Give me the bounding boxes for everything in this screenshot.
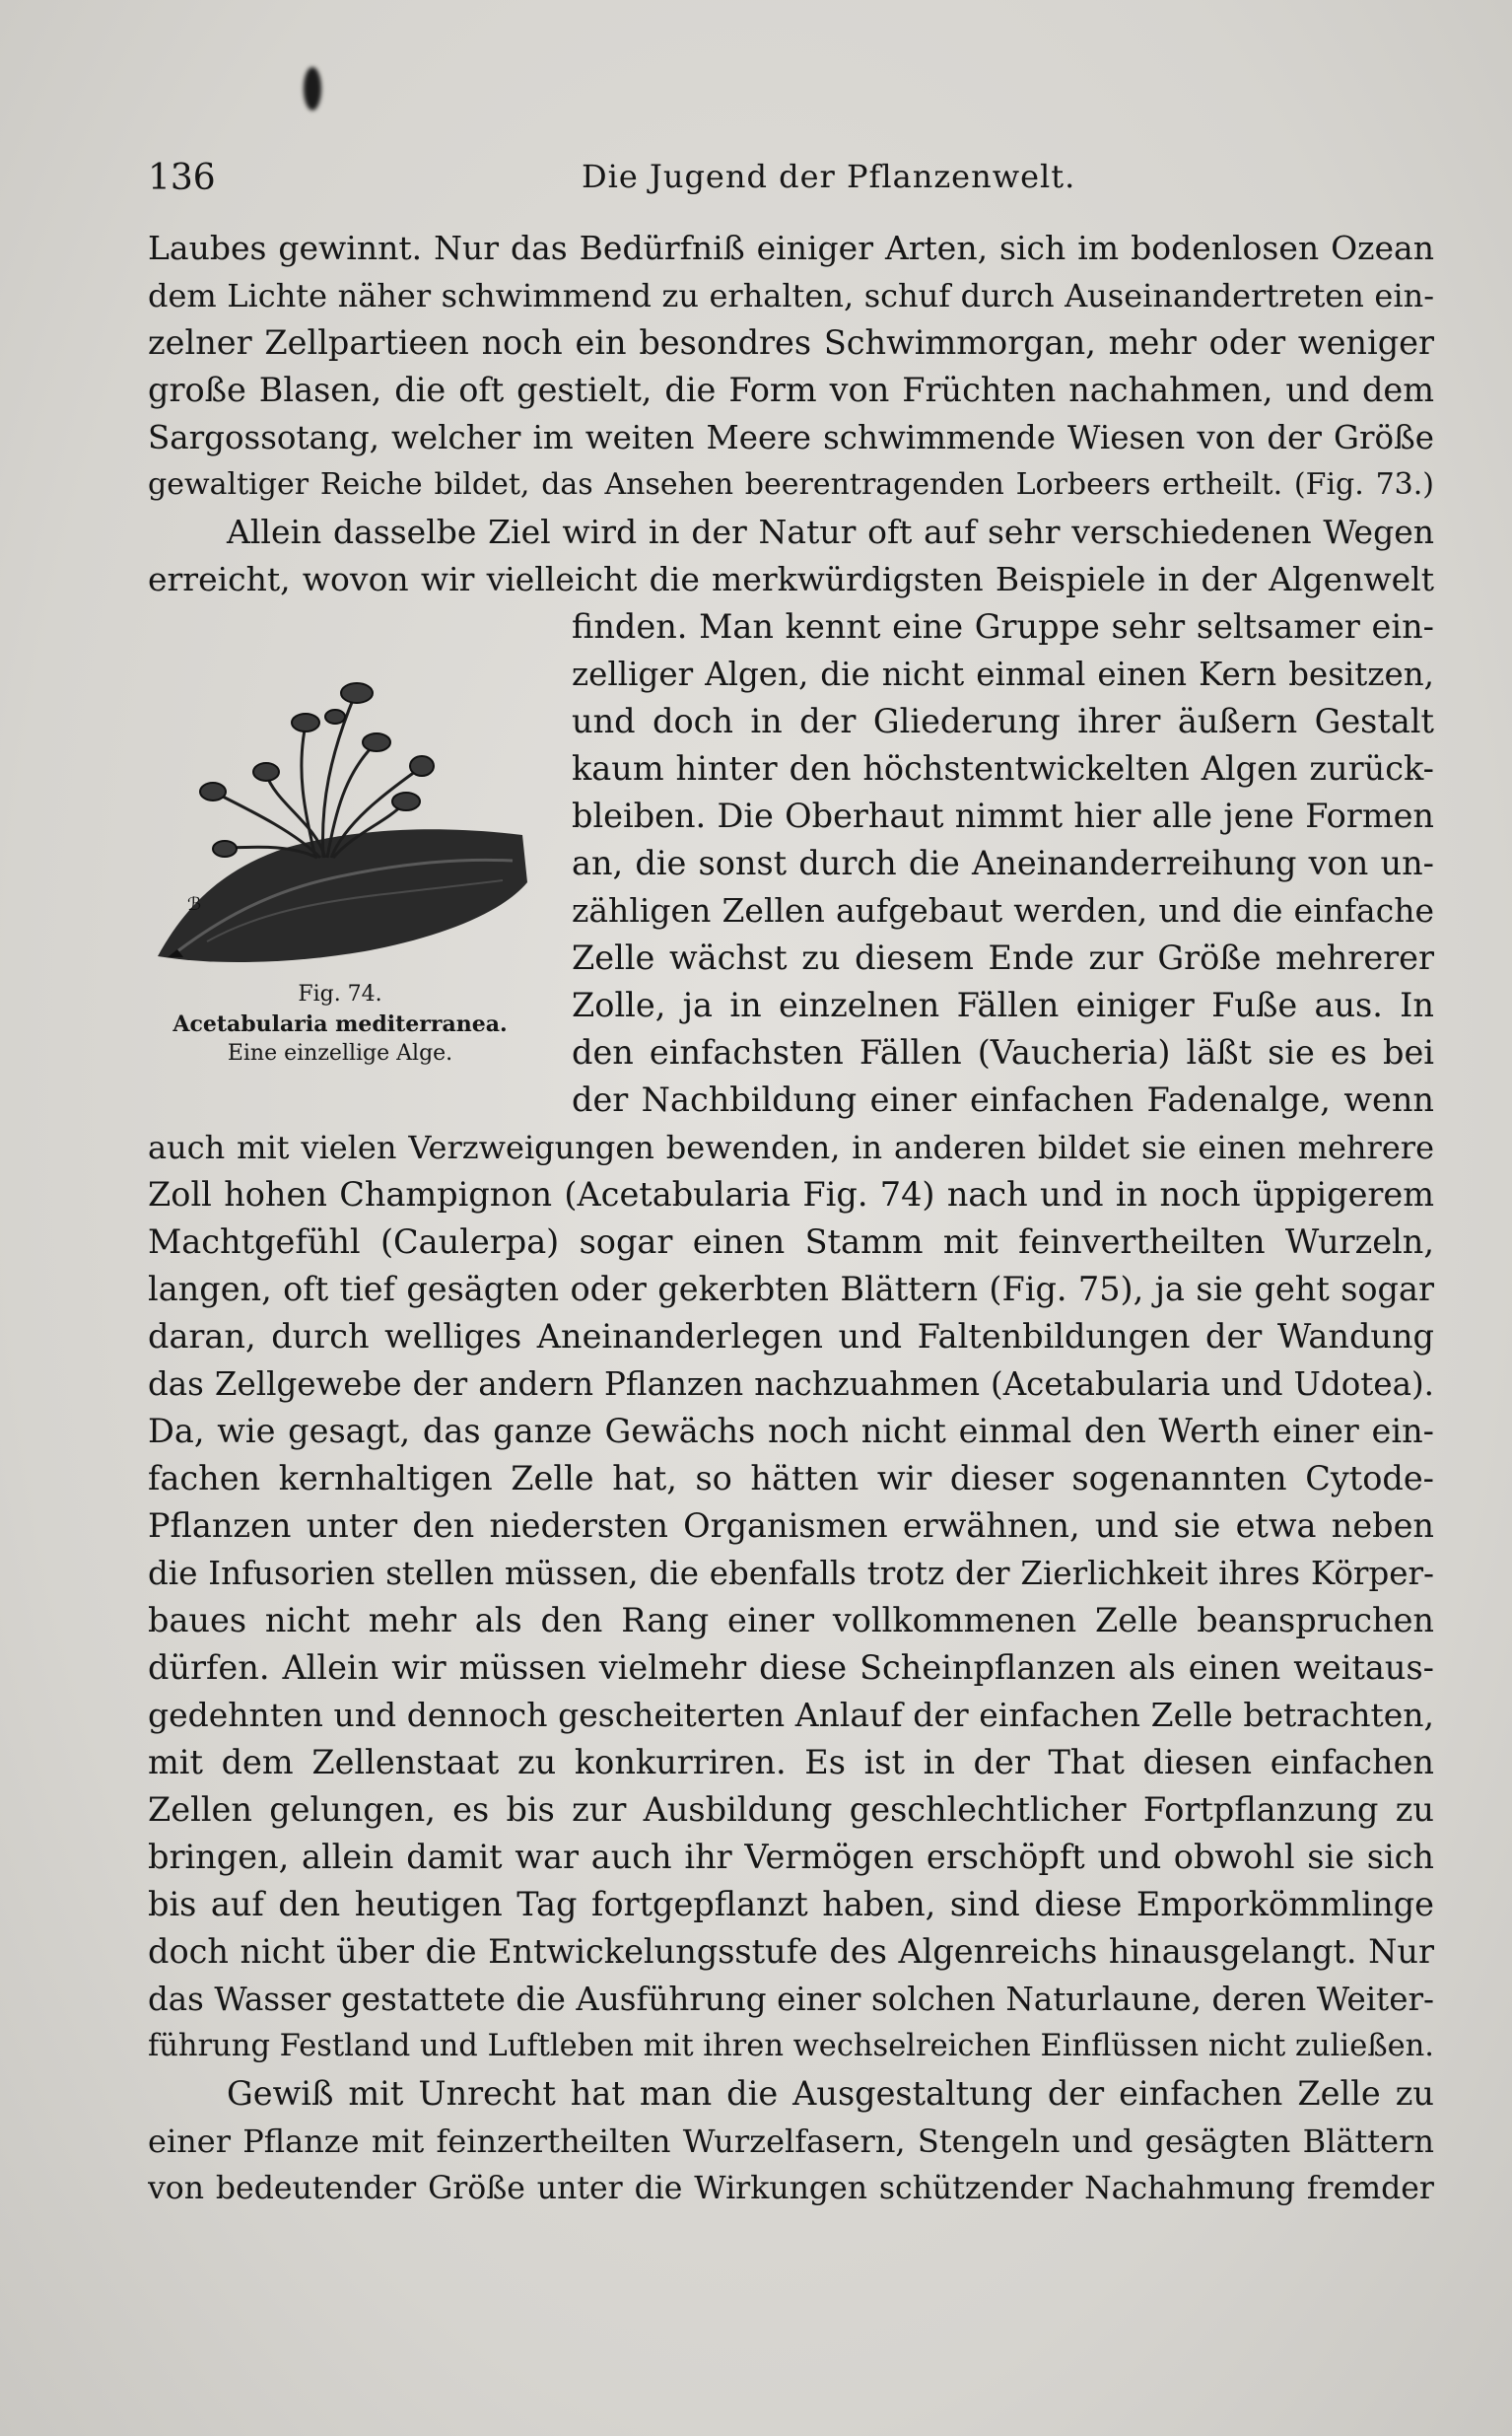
text-line: daran, durch welliges Aneinanderlegen und Faltenbildungen der Wandung (148, 1317, 1434, 1356)
body-text (148, 225, 1434, 2212)
text-line: Allein dasselbe Ziel wird in der Natur oft auf sehr verschiedenen Wegen (227, 513, 1434, 551)
text-line: Pflanzen unter den niedersten Organismen erwähnen, und sie etwa neben (148, 1506, 1434, 1545)
text-line: das Wasser gestattete die Ausführung einer solchen Naturlaune, deren Weiter- (148, 1981, 1434, 2018)
text-line: einer Pflanze mit feinzertheilten Wurzelfasern, Stengeln und gesägten Blättern (148, 2123, 1434, 2160)
figure-species: Acetabularia mediterranea. (172, 1011, 508, 1037)
text-line: an, die sonst durch die Aneinanderreihung von un- (572, 844, 1434, 882)
text-line: große Blasen, die oft gestielt, die Form von Früchten nachahmen, und dem (148, 371, 1434, 409)
text-line: den einfachsten Fällen (Vaucheria) läßt sie es bei (572, 1033, 1434, 1072)
text-line: Zelle wächst zu diesem Ende zur Größe mehrerer (572, 939, 1434, 977)
text-line: doch nicht über die Entwickelungsstufe des Algenreichs hinausgelangt. Nur (148, 1932, 1434, 1971)
text-line: mit dem Zellenstaat zu konkurriren. Es ist in der That diesen einfachen (148, 1743, 1434, 1781)
text-line: die Infusorien stellen müssen, die ebenfalls trotz der Zierlichkeit ihres Körper- (148, 1555, 1434, 1592)
text-line: bis auf den heutigen Tag fortgepflanzt haben, sind diese Emporkömmlinge (148, 1885, 1434, 1923)
text-line: Da, wie gesagt, das ganze Gewächs noch nicht einmal den Werth einer ein- (148, 1412, 1434, 1450)
text-line: Zellen gelungen, es bis zur Ausbildung geschlechtlicher Fortpflanzung zu (148, 1790, 1434, 1829)
text-line: dem Lichte näher schwimmend zu erhalten, schuf durch Auseinandertreten ein- (148, 277, 1434, 314)
text-line: zelliger Algen, die nicht einmal einen Kern besitzen, (572, 656, 1434, 693)
text-line: baues nicht mehr als den Rang einer vollkommenen Zelle beanspruchen (148, 1601, 1434, 1639)
text-line: Sargossotang, welcher im weiten Meere schwimmende Wiesen von der Größe (148, 419, 1434, 456)
figure-description: Eine einzellige Alge. (227, 1041, 453, 1066)
page-header (148, 158, 1429, 207)
text-line: Zolle, ja in einzelnen Fällen einiger Fuße aus. In (572, 986, 1434, 1024)
text-line: Zoll hohen Champignon (Acetabularia Fig. 74) nach und in noch üppigerem (148, 1175, 1434, 1214)
figure-label: Fig. 74. (298, 982, 382, 1007)
text-line: führung Festland und Luftleben mit ihren wechselreichen Einflüssen nicht zuließen. (148, 2029, 1434, 2063)
text-line: zelner Zellpartieen noch ein besondres Schwimmorgan, mehr oder weniger (148, 323, 1434, 362)
text-line: Machtgefühl (Caulerpa) sogar einen Stamm mit feinvertheilten Wurzeln, (148, 1222, 1434, 1261)
svg-text:ℬ: ℬ (187, 894, 202, 915)
text-line: Laubes gewinnt. Nur das Bedürfniß einiger Arten, sich im bodenlosen Ozean (148, 229, 1434, 267)
text-line: gedehnten und dennoch gescheiterten Anlauf der einfachen Zelle betrachten, (148, 1696, 1434, 1734)
text-line: fachen kernhaltigen Zelle hat, so hätten wir dieser sogenannten Cytode- (148, 1459, 1434, 1497)
page-number: 136 (148, 158, 216, 198)
text-line: das Zellgewebe der andern Pflanzen nachzuahmen (Acetabularia und Udotea). (148, 1365, 1434, 1403)
text-line: kaum hinter den höchstentwickelten Algen zurück- (572, 749, 1434, 788)
text-line: zähligen Zellen aufgebaut werden, und die einfache (572, 891, 1434, 930)
ink-blot (304, 67, 321, 110)
running-title: Die Jugend der Pflanzenwelt. (582, 158, 1076, 195)
text-line: bleiben. Die Oberhaut nimmt hier alle jene Formen (572, 797, 1434, 835)
text-line: Gewiß mit Unrecht hat man die Ausgestaltung der einfachen Zelle zu (227, 2074, 1434, 2113)
text-line: und doch in der Gliederung ihrer äußern Gestalt (572, 702, 1434, 740)
text-line: der Nachbildung einer einfachen Fadenalge, wenn (572, 1080, 1434, 1119)
text-line: auch mit vielen Verzweigungen bewenden, in anderen bildet sie einen mehrere (148, 1129, 1434, 1166)
text-line: dürfen. Allein wir müssen vielmehr diese Scheinpflanzen als einen weitaus- (148, 1648, 1434, 1687)
text-line: erreicht, wovon wir vielleicht die merkwürdigsten Beispiele in der Algenwelt (148, 560, 1434, 598)
text-line: finden. Man kennt eine Gruppe sehr seltsamer ein- (572, 607, 1434, 646)
text-line: von bedeutender Größe unter die Wirkungen schützender Nachahmung fremder (148, 2171, 1434, 2206)
text-line: langen, oft tief gesägten oder gekerbten Blättern (Fig. 75), ja sie geht sogar (148, 1270, 1434, 1308)
text-line: bringen, allein damit war auch ihr Vermögen erschöpft und obwohl sie sich (148, 1838, 1434, 1876)
text-line: gewaltiger Reiche bildet, das Ansehen beerentragenden Lorbeers ertheilt. (Fig. 73.) (148, 467, 1434, 502)
